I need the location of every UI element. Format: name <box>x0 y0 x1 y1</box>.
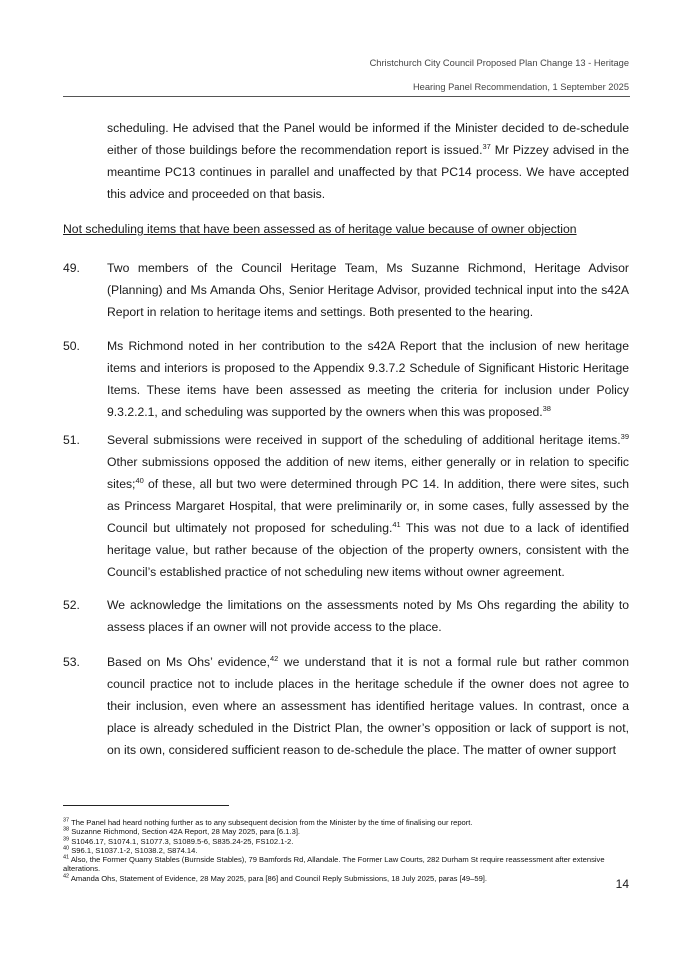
paragraph-text-b: we understand that it is not a formal rule but rather common council practice not to include places in the heritage schedule if the owner does not agree to their inclusion, even where an assessment has identified heritage values. In contrast, once a place is already scheduled in the District Plan, the owner’s opposition or lack of support is not, on its own, considered sufficient reason to de-schedule the place. The matter of owner support <box>107 655 629 757</box>
running-header-title: Christchurch City Council Proposed Plan Change 13 - Heritage <box>369 58 629 68</box>
footnote-number: 42 <box>63 873 70 880</box>
footnote-divider <box>63 805 229 806</box>
paragraph-text: Two members of the Council Heritage Team, Ms Suzanne Richmond, Heritage Advisor (Planning) and Ms Amanda Ohs, Senior Heritage Advisor, provided technical input into the s42A Report in relation to heritage items and settings. Both presented to the hearing. <box>107 261 629 319</box>
paragraph-text <box>107 335 629 423</box>
footnote-ref-37: 37 <box>482 141 491 151</box>
paragraph-text-main: Ms Richmond noted in her contribution to the s42A Report that the inclusion of new heritage items and interiors is proposed to the Appendix 9.3.7.2 Schedule of Significant Historic Heritage Items. These items have been assessed as meeting the criteria for inclusion under Policy 9.3.2.2.1, and scheduling was supported by the owners when this was proposed. <box>107 339 629 419</box>
paragraph-text <box>107 651 629 761</box>
footnote-ref-38: 38 <box>542 403 551 413</box>
continuation-paragraph <box>107 117 629 205</box>
continuation-text-a: scheduling. He advised that the Panel would be informed if the Minister decided to de-schedule either of those buildings before the recommendation report is issued. <box>107 121 629 157</box>
footnote-number: 40 <box>63 845 70 852</box>
paragraph-text-d: This was not due to a lack of identified heritage value, but rather because of the objection of the property owners, consistent with the Council’s established practice of not scheduling new items without owner agreement. <box>107 521 629 579</box>
paragraph-number: 50. <box>63 339 80 353</box>
footnote-text: S96.1, S1037.1-2, S1038.2, S874.14. <box>69 845 198 855</box>
footnote-37 <box>63 818 633 827</box>
paragraph-number: 49. <box>63 261 80 275</box>
footnote-38 <box>63 827 633 836</box>
footnote-text: The Panel had heard nothing further as to any subsequent decision from the Minister by the time of finalising our report. <box>69 818 473 827</box>
footnote-number: 41 <box>63 854 70 861</box>
footnote-text: Suzanne Richmond, Section 42A Report, 28 May 2025, para [6.1.3]. <box>69 827 301 837</box>
footnote-ref-39: 39 <box>620 431 629 441</box>
paragraph-text-c: of these, all but two were determined through PC 14. In addition, there were sites, such as Princess Margaret Hospital, that were preliminarily or, in some cases, fully assessed by the Council but ultimately not proposed for scheduling. <box>107 477 629 535</box>
footnote-text: S1046.17, S1074.1, S1077.3, S1089.5-6, S835.24-25, FS102.1-2. <box>69 836 294 846</box>
footnote-ref-40: 40 <box>135 475 144 485</box>
footnotes <box>63 818 633 883</box>
footnote-text: Amanda Ohs, Statement of Evidence, 28 May 2025, para [86] and Council Reply Submissions, 18 July 2025, paras [49–59]. <box>69 873 488 883</box>
footnote-ref-42: 42 <box>269 653 279 663</box>
paragraph-text-a: Several submissions were received in support of the scheduling of additional heritage items. <box>107 433 621 447</box>
footnote-41 <box>63 855 633 874</box>
continuation-text-b: Mr Pizzey advised in the meantime PC13 continues in parallel and unaffected by that PC14 process. We have accepted this advice and proceeded on that basis. <box>107 143 629 201</box>
footnote-text: Also, the Former Quarry Stables (Burnside Stables), 79 Bamfords Rd, Allandale. The Former Law Courts, 282 Durham St require reassessment after extensive alterations. <box>63 855 605 874</box>
footnote-number: 38 <box>63 826 70 833</box>
footnote-number: 39 <box>63 836 70 843</box>
running-header-subtitle: Hearing Panel Recommendation, 1 September 2025 <box>412 82 629 92</box>
footnote-39 <box>63 837 633 846</box>
paragraph-number: 52. <box>63 598 80 612</box>
footnote-ref-41: 41 <box>392 519 401 529</box>
paragraph-number: 53. <box>63 655 80 669</box>
paragraph-text: We acknowledge the limitations on the assessments noted by Ms Ohs regarding the ability to assess places if an owner will not provide access to the place. <box>107 598 629 634</box>
paragraph-text-a: Based on Ms Ohs’ evidence, <box>107 655 270 669</box>
footnote-42 <box>63 874 633 883</box>
footnote-40 <box>63 846 633 855</box>
footnote-number: 37 <box>63 817 70 824</box>
section-heading: Not scheduling items that have been assessed as of heritage value because of owner objection <box>63 222 577 236</box>
paragraph-text <box>107 429 629 583</box>
paragraph-number: 51. <box>63 433 80 447</box>
page-number: 14 <box>615 877 629 891</box>
header-divider <box>63 96 630 97</box>
paragraph-text-b: Other submissions opposed the addition of new items, either generally or in relation to specific sites; <box>107 455 629 491</box>
